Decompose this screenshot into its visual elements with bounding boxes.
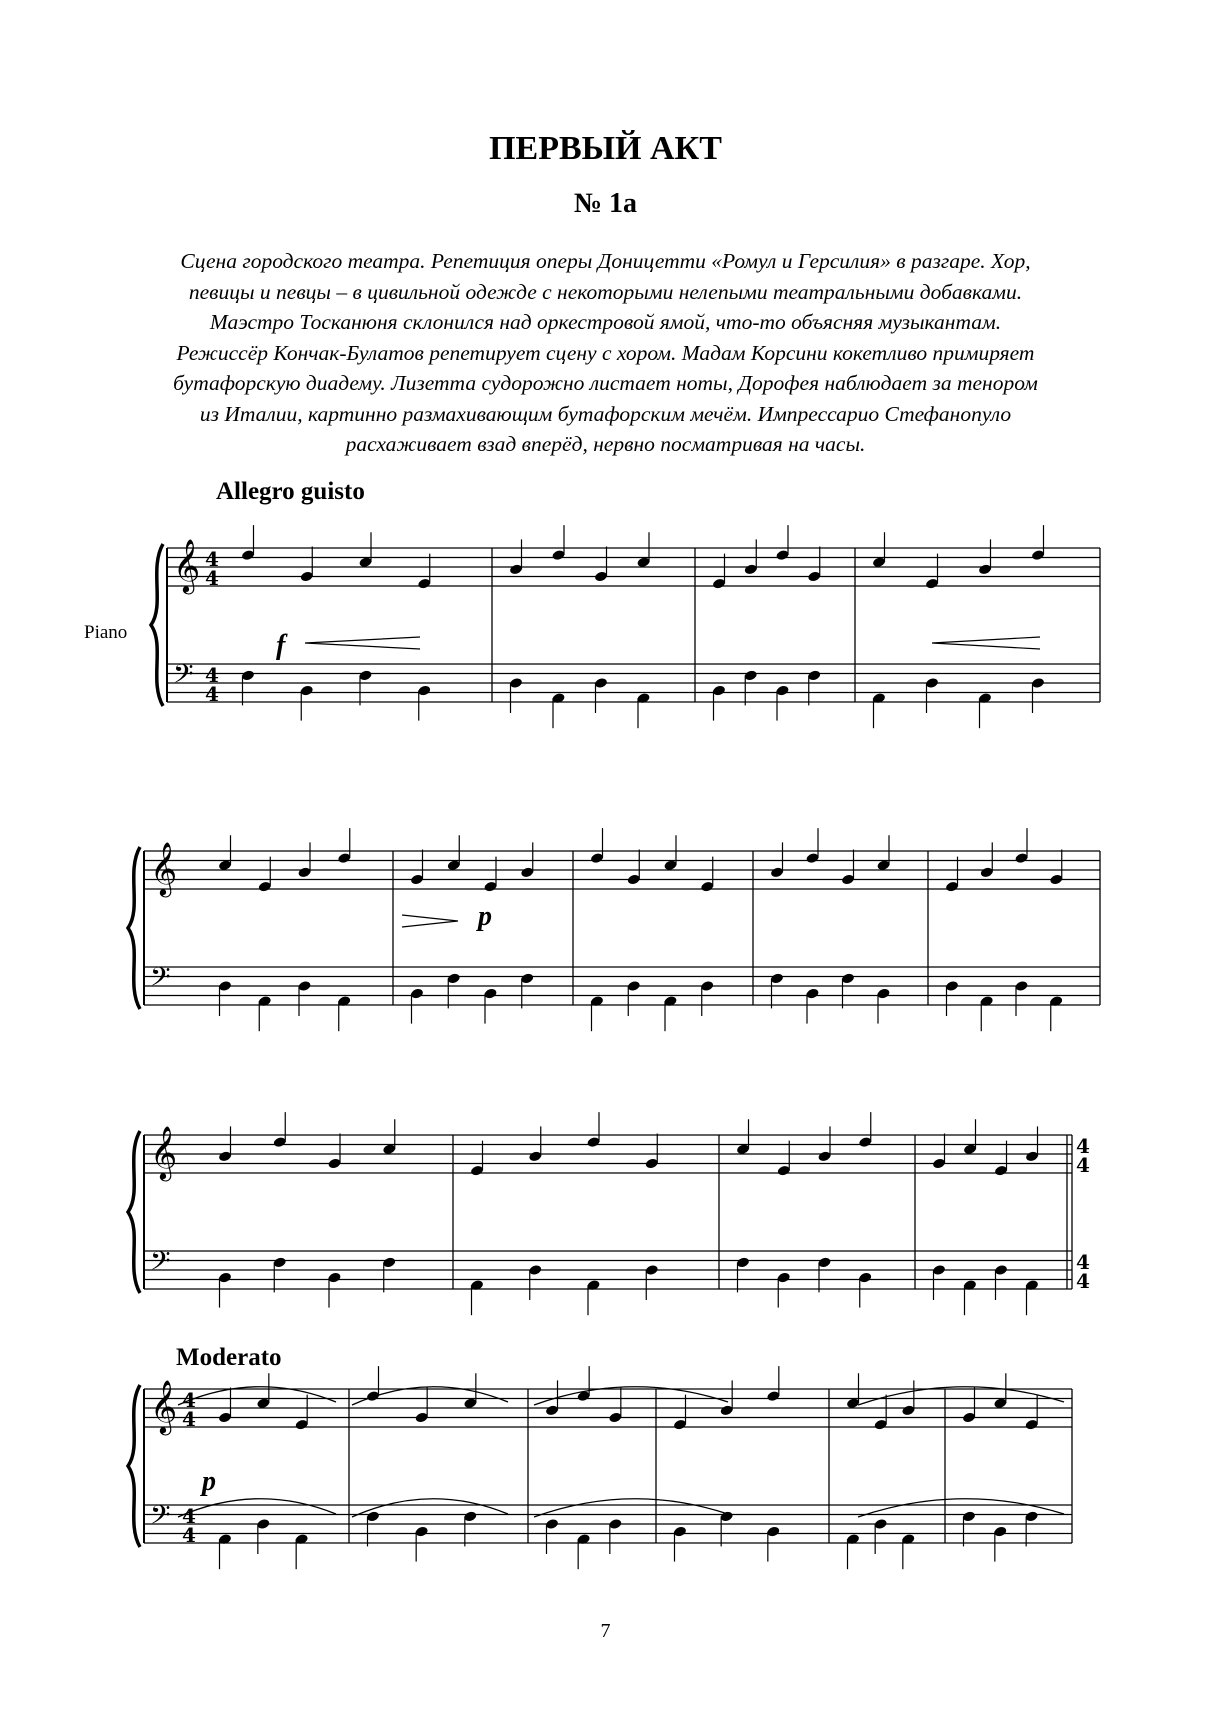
brace [128, 847, 140, 1009]
time-signature-upper: 4 [1076, 1134, 1090, 1158]
stage-line: певицы и певцы – в цивильной одежде с некоторыми нелепыми театральными добавками. [188, 279, 1023, 304]
stage-line: расхаживает взад вперёд, нервно посматривая на часы. [345, 432, 866, 456]
time-signature-upper: 4 [205, 547, 219, 571]
bass-clef: 𝄢 [150, 1245, 171, 1283]
instrument-label: Piano [84, 622, 128, 643]
stage-line: из Италии, картинно размахивающим бутафорским мечём. Импрессарио Стефанопуло [199, 401, 1012, 426]
page-number: 7 [600, 1620, 611, 1642]
tempo-marking-allegro: Allegro guisto [216, 478, 365, 505]
brace [128, 1131, 140, 1293]
time-signature-upper: 4 [1076, 1250, 1090, 1274]
treble-clef: 𝄞 [150, 841, 178, 895]
act-title: ПЕРВЫЙ АКТ [489, 130, 722, 167]
bass-clef: 𝄢 [150, 961, 171, 999]
time-signature-upper: 4 [205, 663, 219, 687]
tempo-marking-moderato: Moderato [176, 1344, 282, 1371]
stage-line: Режиссёр Кончак-Булатов репетирует сцену с хором. Мадам Корсини кокетливо примиряет [176, 340, 1035, 365]
time-signature-lower: 4 [1076, 1269, 1090, 1293]
time-signature-upper: 4 [182, 1504, 196, 1528]
stage-line: Маэстро Тосканюня склонился над оркестровой ямой, что-то объясняя музыкантам. [209, 310, 1002, 334]
stage-line: бутафорскую диадему. Лизетта судорожно листает ноты, Дорофея наблюдает за тенором [173, 371, 1038, 395]
dynamic-forte: f [276, 630, 286, 661]
crescendo-hairpin [932, 637, 1040, 649]
stage-line: Сцена городского театра. Репетиция оперы Доницетти «Ромул и Герсилия» в разгаре. Хор, [180, 249, 1031, 273]
dynamic-piano: p [478, 901, 492, 932]
brace [151, 544, 163, 706]
time-signature-lower: 4 [182, 1407, 196, 1431]
time-signature-upper: 4 [182, 1388, 196, 1412]
time-signature-lower: 4 [182, 1523, 196, 1547]
dynamic-piano: p [202, 1466, 216, 1497]
bass-clef: 𝄢 [150, 1499, 171, 1537]
decrescendo-hairpin [402, 915, 458, 927]
treble-clef: 𝄞 [150, 1125, 178, 1179]
number-title: № 1a [573, 188, 638, 219]
time-signature-lower: 4 [205, 682, 219, 706]
time-signature-lower: 4 [1076, 1153, 1090, 1177]
brace [128, 1385, 140, 1547]
time-signature-lower: 4 [205, 566, 219, 590]
crescendo-hairpin [305, 637, 420, 649]
treble-clef: 𝄞 [150, 1379, 178, 1433]
bass-clef: 𝄢 [173, 658, 194, 696]
treble-clef: 𝄞 [173, 538, 201, 592]
